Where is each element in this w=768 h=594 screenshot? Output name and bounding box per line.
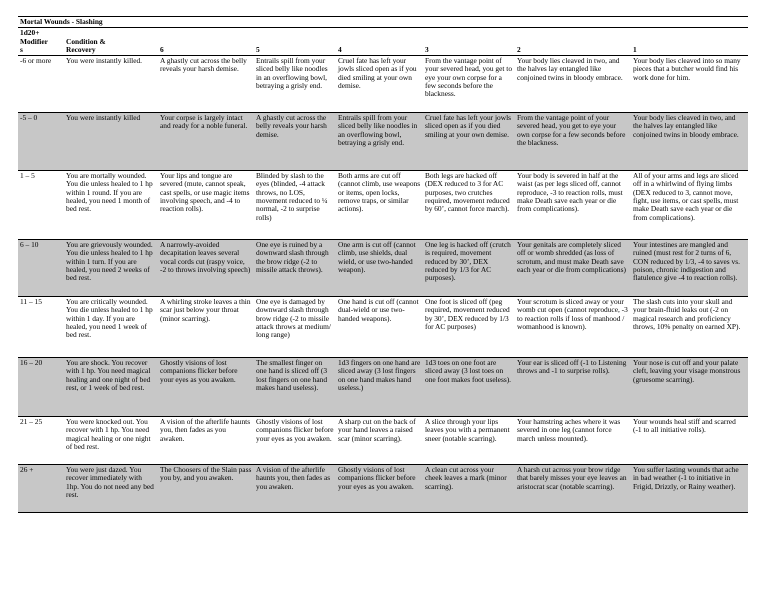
- row-condition: You are shock. You recover with 1 hp. You need magical healing and one night of bed rest, or 1 week of bed rest.: [64, 358, 158, 417]
- row-cell: Your wounds heal stiff and scarred (-1 to all initiative rolls).: [631, 417, 748, 465]
- row-cell: One leg is hacked off (crutch is required, movement reduced by 30’, DEX reduced by 1/3 for AC purposes).: [423, 240, 515, 297]
- row-cell: Your body lies cleaved into so many pieces that a butcher would find his work done for him.: [631, 56, 748, 113]
- row-condition: You are critically wounded. You die unless healed to 1 hp within 1 day. If you are healed, you need 1 week of bed rest.: [64, 297, 158, 358]
- row-cell: All of your arms and legs are sliced off in a whirlwind of flying limbs (DEX reduced to 3, cannot move, fight, use items, or cast spells, must make Death save each year or die from complications).: [631, 171, 748, 240]
- mortal-wounds-sheet: [18, 16, 748, 513]
- row-range: 26 +: [18, 465, 64, 513]
- row-range: -5 – 0: [18, 113, 64, 171]
- row-cell: Your nose is cut off and your palate cleft, leaving your visage monstrous (gruesome scarring).: [631, 358, 748, 417]
- row-condition: You were just dazed. You recover immediately with 1hp. You do not need any bed rest.: [64, 465, 158, 513]
- row-condition: You are mortally wounded. You die unless healed to 1 hp within 1 round. If you are healed, you need 1 month of bed rest.: [64, 171, 158, 240]
- row-cell: A clean cut across your cheek leaves a mark (minor scarring).: [423, 465, 515, 513]
- row-cell: Your ear is sliced off (-1 to Listening throws and -1 to surprise rolls).: [515, 358, 631, 417]
- table-title-row: [18, 17, 748, 28]
- header-col-3: 3: [423, 28, 515, 56]
- row-cell: One hand is cut off (cannot dual-wield or use two-handed weapons).: [336, 297, 423, 358]
- row-cell: From the vantage point of your severed head, you get to eye your own corpse for a few seconds before the blackness.: [423, 56, 515, 113]
- table-row: [18, 417, 748, 465]
- row-cell: The slash cuts into your skull and your brain-fluid leaks out (-2 on magical research and proficiency throws, 10% penalty on earned XP).: [631, 297, 748, 358]
- row-cell: Entrails spill from your sliced belly like noodles in an overflowing bowl, betraying a grisly end.: [254, 56, 336, 113]
- mortal-wounds-table: [18, 16, 748, 513]
- row-cell: Your corpse is largely intact and ready for a noble funeral.: [158, 113, 254, 171]
- row-condition: You were instantly killed: [64, 113, 158, 171]
- row-cell: Your body is severed in half at the waist (as per legs sliced off, cannot reproduce, -3 to reaction rolls, must make Death save each year or die from complications).: [515, 171, 631, 240]
- row-cell: Ghostly visions of lost companions flicker before your eyes as you awaken.: [158, 358, 254, 417]
- row-range: 1 – 5: [18, 171, 64, 240]
- row-range: 21 – 25: [18, 417, 64, 465]
- row-cell: A sharp cut on the back of your hand leaves a raised scar (minor scarring).: [336, 417, 423, 465]
- table-header-row: [18, 28, 748, 56]
- row-cell: The smallest finger on one hand is sliced off (3 lost fingers on one hand makes hand useless).: [254, 358, 336, 417]
- table-row: [18, 113, 748, 171]
- row-range: 6 – 10: [18, 240, 64, 297]
- row-cell: A whirling stroke leaves a thin scar just below your throat (minor scarring).: [158, 297, 254, 358]
- row-cell: Ghostly visions of lost companions flicker before your eyes as you awaken.: [336, 465, 423, 513]
- row-cell: Both legs are hacked off (DEX reduced to 3 for AC purposes, two crutches required, movement reduced by 60’, cannot force march).: [423, 171, 515, 240]
- row-cell: The Choosers of the Slain pass you by, and you awaken.: [158, 465, 254, 513]
- table-row: [18, 171, 748, 240]
- header-col-2: 2: [515, 28, 631, 56]
- table-row: [18, 465, 748, 513]
- row-cell: A ghastly cut across the belly reveals your harsh demise.: [158, 56, 254, 113]
- row-cell: A ghastly cut across the belly reveals your harsh demise.: [254, 113, 336, 171]
- row-cell: You suffer lasting wounds that ache in bad weather (-1 to initiative in Frigid, Drizzly, or Rainy weather).: [631, 465, 748, 513]
- row-range: 11 – 15: [18, 297, 64, 358]
- row-condition: You are grievously wounded. You die unless healed to 1 hp within 1 turn. If you are healed, you need 2 weeks of bed rest.: [64, 240, 158, 297]
- row-cell: Your body lies cleaved in two, and the halves lay entangled like conjoined twins in bloody embrace.: [515, 56, 631, 113]
- row-cell: Your intestines are mangled and ruined (must rest for 2 turns of 6, CON reduced by 1/3, -4 to saves vs. poison, chronic indigestion and flatulence give -4 to reaction rolls).: [631, 240, 748, 297]
- header-modifier: 1d20+ Modifier s: [18, 28, 64, 56]
- row-cell: Cruel fate has left your jowls sliced open as if you died smiling at your own demise.: [336, 56, 423, 113]
- row-cell: Your hamstring aches where it was severed in one leg (cannot force march unless mounted).: [515, 417, 631, 465]
- row-cell: A vision of the afterlife haunts you, then fades as you awaken.: [254, 465, 336, 513]
- header-col-6: 6: [158, 28, 254, 56]
- row-cell: A harsh cut across your brow ridge that barely misses your eye leaves an aristocrat scar (notable scarring).: [515, 465, 631, 513]
- row-range: -6 or more: [18, 56, 64, 113]
- row-cell: One eye is damaged by downward slash through brow ridge (-2 to missile attack throws at medium/ long range): [254, 297, 336, 358]
- row-cell: One arm is cut off (cannot climb, use shields, dual wield, or use two-handed weapon).: [336, 240, 423, 297]
- row-cell: 1d3 fingers on one hand are sliced away (3 lost fingers on one hand makes hand useless.): [336, 358, 423, 417]
- row-cell: A vision of the afterlife haunts you, then fades as you awaken.: [158, 417, 254, 465]
- row-cell: One foot is sliced off (peg required, movement reduced by 30’, DEX reduced by 1/3 for AC purposes): [423, 297, 515, 358]
- row-cell: Blinded by slash to the eyes (blinded, -4 attack throws, no LOS, movement reduced to ¼ normal, -2 to surprise rolls): [254, 171, 336, 240]
- table-row: [18, 56, 748, 113]
- row-cell: Your lips and tongue are severed (mute, cannot speak, cast spells, or use magic items involving speech, and -4 to reaction rolls).: [158, 171, 254, 240]
- table-row: [18, 358, 748, 417]
- header-col-1: 1: [631, 28, 748, 56]
- row-cell: Your scrotum is sliced away or your womb cut open (cannot reproduce, -3 to reaction rolls if loss of manhood / womanhood is known).: [515, 297, 631, 358]
- row-cell: Your genitals are completely sliced off or womb shredded (as loss of scrotum, and must make Death save each year or die from complications): [515, 240, 631, 297]
- row-cell: Both arms are cut off (cannot climb, use weapons or items, open locks, remove traps, or similar actions).: [336, 171, 423, 240]
- header-col-5: 5: [254, 28, 336, 56]
- row-condition: You were instantly killed.: [64, 56, 158, 113]
- table-title: Mortal Wounds - Slashing: [18, 17, 748, 28]
- row-condition: You were knocked out. You recover with 1 hp. You need magical healing or one night of bed rest.: [64, 417, 158, 465]
- table-row: [18, 297, 748, 358]
- header-condition: Condition & Recovery: [64, 28, 158, 56]
- row-cell: Entrails spill from your sliced belly like noodles in an overflowing bowl, betraying a grisly end.: [336, 113, 423, 171]
- row-cell: One eye is ruined by a downward slash through the brow ridge (-2 to missile attack throws).: [254, 240, 336, 297]
- table-row: [18, 240, 748, 297]
- header-col-4: 4: [336, 28, 423, 56]
- row-cell: 1d3 toes on one foot are sliced away (3 lost toes on one foot makes foot useless).: [423, 358, 515, 417]
- row-cell: Your body lies cleaved in two, and the halves lay entangled like conjoined twins in bloody embrace.: [631, 113, 748, 171]
- row-cell: A narrowly-avoided decapitation leaves several vocal cords cut (raspy voice, -2 to throws involving speech): [158, 240, 254, 297]
- row-cell: From the vantage point of your severed head, you get to eye your own corpse for a few seconds before the blackness.: [515, 113, 631, 171]
- row-range: 16 – 20: [18, 358, 64, 417]
- row-cell: Ghostly visions of lost companions flicker before your eyes as you awaken.: [254, 417, 336, 465]
- row-cell: A slice through your lips leaves you with a permanent sneer (notable scarring).: [423, 417, 515, 465]
- row-cell: Cruel fate has left your jowls sliced open as if you died smiling at your own demise.: [423, 113, 515, 171]
